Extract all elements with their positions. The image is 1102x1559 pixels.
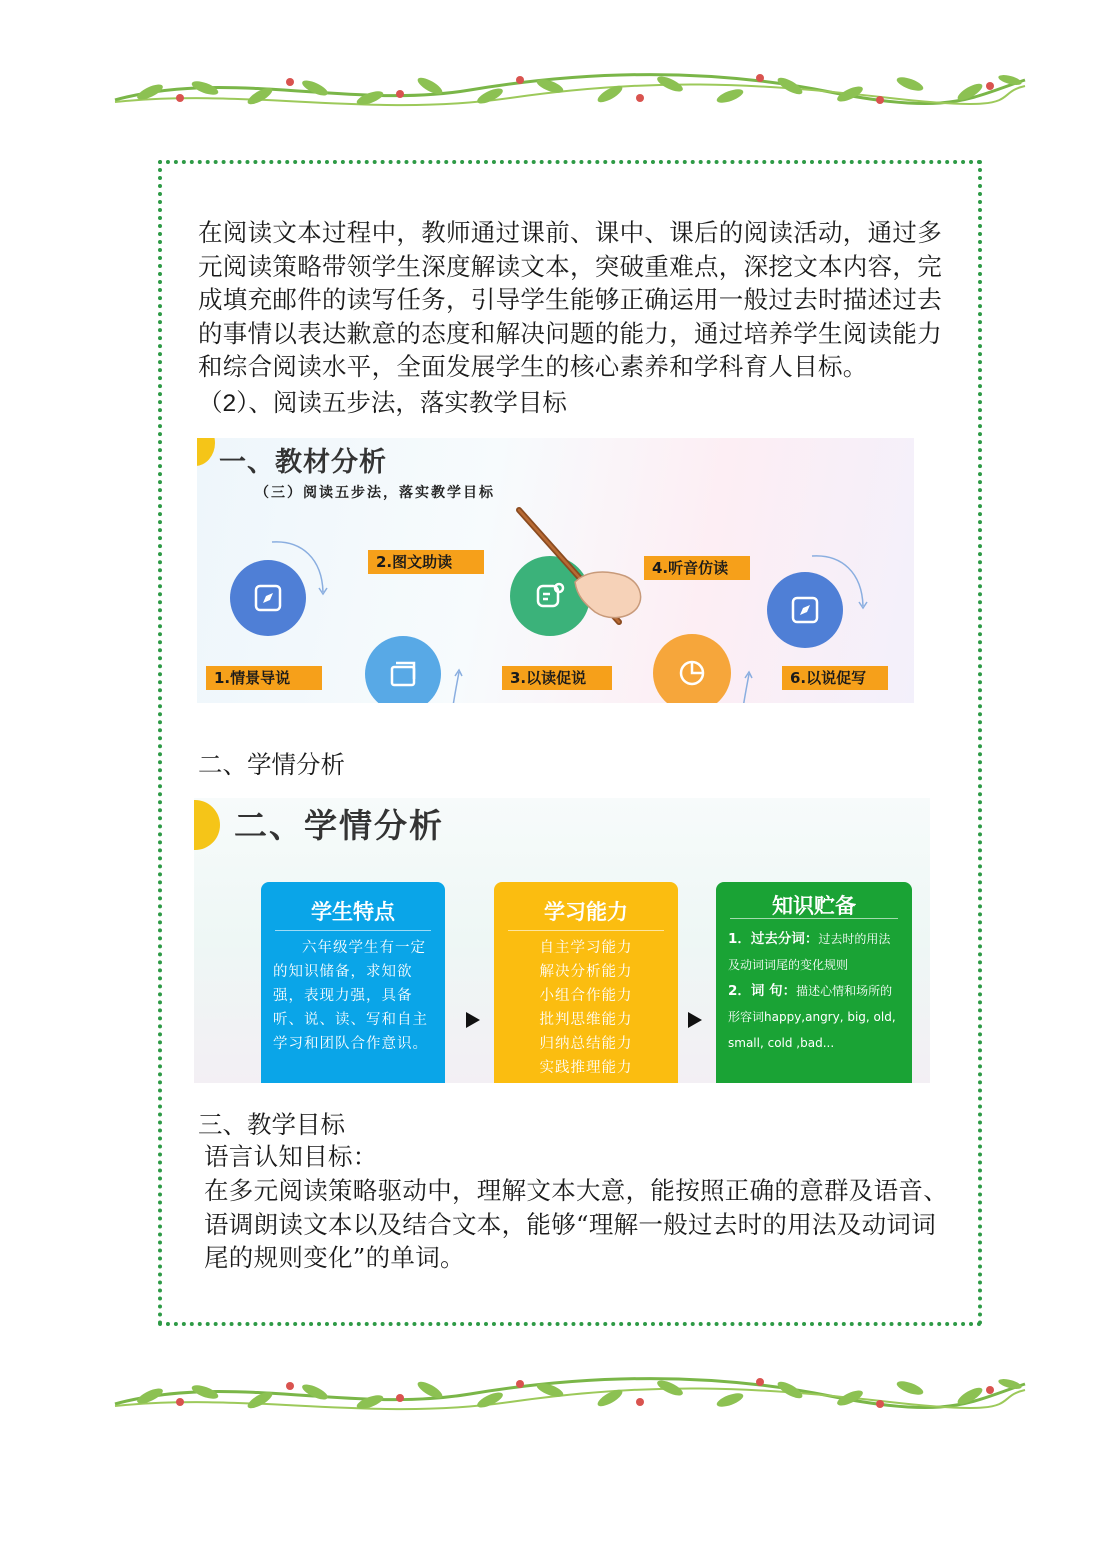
step-tag-1: 1.情景导说	[206, 666, 322, 690]
step-tag-4: 4.听音仿读	[644, 556, 750, 580]
steps-heading-rest: ）、阅读五步法，落实教学目标	[236, 388, 567, 417]
steps-heading-open: （	[198, 388, 223, 417]
slide2-title: 二、学情分析	[234, 806, 444, 845]
card-learning-ability-title: 学习能力	[544, 900, 628, 924]
step-tag-3: 3.以读促说	[502, 666, 612, 690]
pie-chart-icon	[653, 634, 731, 703]
ability-item: 归纳总结能力	[539, 1036, 633, 1052]
arc-arrow-icon	[447, 668, 467, 703]
goal-label: 语言认知目标：	[204, 1142, 378, 1171]
steps-heading-num: 2	[222, 390, 237, 417]
knowledge-item2-text: 描述心情和场所的形容词happy,angry, big, old, small, cold ,bad...	[728, 984, 896, 1050]
sun-decoration	[194, 800, 220, 850]
sun-decoration	[197, 438, 215, 466]
ability-item: 实践推理能力	[539, 1060, 633, 1076]
card-divider	[508, 930, 664, 931]
goal-text: 在多元阅读策略驱动中，理解文本大意，能按照正确的意群及语音、语调朗读文本以及结合文本，能够“理解一般过去时的用法及动词词尾的规则变化”的单词。	[204, 1176, 948, 1272]
teaching-goals-heading: 三、教学目标	[198, 1110, 345, 1139]
card-learning-ability-list	[506, 936, 666, 1080]
arc-arrow-icon	[807, 548, 877, 618]
vine-border-top	[110, 58, 1030, 118]
card-student-traits	[261, 882, 445, 1083]
step-tag-6: 6.以说促写	[782, 666, 888, 690]
knowledge-item2-label: 2．词 句：	[728, 983, 797, 999]
card-learning-ability	[494, 882, 678, 1083]
slide-learner-analysis	[194, 798, 930, 1083]
steps-heading	[198, 384, 567, 419]
pointer-hand-icon	[507, 504, 647, 634]
knowledge-item1-text: 过去时的用法及动词词尾的变化规则	[728, 932, 891, 972]
card-knowledge-reserve-body	[728, 926, 900, 1056]
card-knowledge-reserve-title: 知识贮备	[772, 894, 856, 918]
learner-analysis-heading: 二、学情分析	[198, 750, 345, 779]
slide1-title: 一、教材分析	[219, 447, 387, 478]
ability-item: 批判思维能力	[539, 1012, 633, 1028]
ability-item: 小组合作能力	[539, 988, 633, 1004]
slide-textbook-analysis	[197, 438, 914, 703]
ability-item: 解决分析能力	[539, 964, 633, 980]
arc-arrow-icon	[737, 670, 757, 703]
arrow-right-icon	[466, 1012, 480, 1028]
arrow-right-icon	[688, 1012, 702, 1028]
card-knowledge-reserve	[716, 882, 912, 1083]
card-divider	[730, 918, 898, 919]
ability-item: 自主学习能力	[539, 940, 633, 956]
card-student-traits-body: 六年级学生有一定的知识储备，求知欲强，表现力强，具备听、说、读、写和自主学习和团队合作意识。	[273, 940, 428, 1052]
card-divider	[275, 930, 431, 931]
window-icon	[365, 636, 441, 703]
slide1-subtitle: （三）阅读五步法，落实教学目标	[255, 485, 495, 501]
intro-paragraph: 在阅读文本过程中，教师通过课前、课中、课后的阅读活动，通过多元阅读策略带领学生深度解读文本，突破重难点，深挖文本内容，完成填充邮件的读写任务，引导学生能够正确运用一般过去时描述过去的事情以表达歉意的态度和解决问题的能力，通过培养学生阅读能力和综合阅读水平，全面发展学生的核心素养和学科育人目标。	[198, 218, 942, 381]
vine-border-bottom	[110, 1362, 1030, 1422]
step-tag-2: 2.图文助读	[368, 550, 484, 574]
knowledge-item1-label: 1．过去分词：	[728, 931, 819, 947]
card-student-traits-title: 学生特点	[311, 900, 395, 924]
arc-arrow-icon	[267, 534, 337, 604]
